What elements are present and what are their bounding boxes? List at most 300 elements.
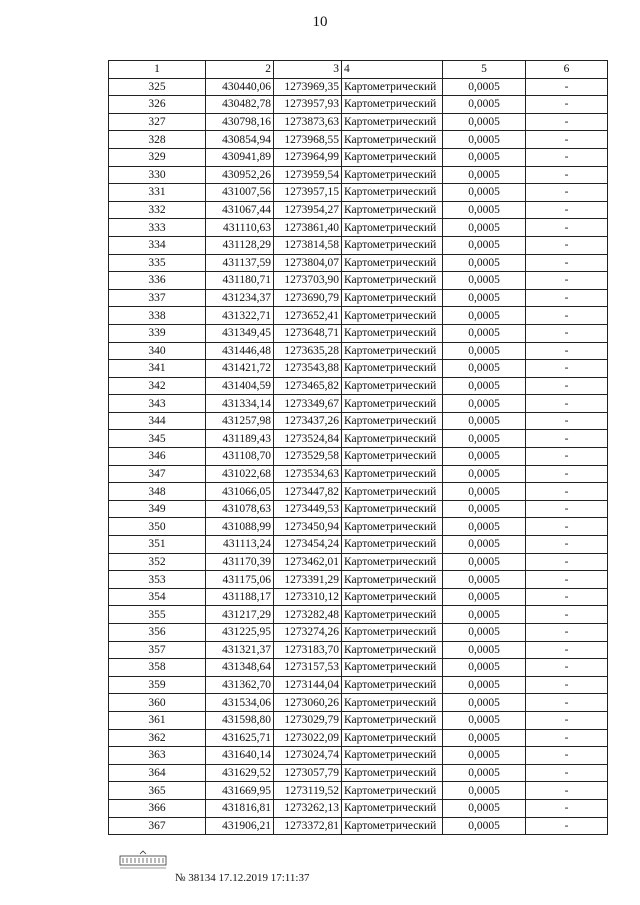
table-row xyxy=(109,395,608,413)
table-cell: - xyxy=(526,113,608,131)
table-cell: - xyxy=(526,782,608,800)
table-cell: 431137,59 xyxy=(206,254,274,272)
table-row xyxy=(109,764,608,782)
table-cell: Картометрический xyxy=(342,96,443,114)
table-cell: 1273391,29 xyxy=(274,571,342,589)
table-cell: 363 xyxy=(109,747,206,765)
table-cell: 0,0005 xyxy=(443,96,526,114)
table-row xyxy=(109,606,608,624)
table-cell: 1273873,63 xyxy=(274,113,342,131)
table-cell: 1273968,55 xyxy=(274,131,342,149)
table-cell: 431404,59 xyxy=(206,377,274,395)
table-row xyxy=(109,624,608,642)
table-cell: 0,0005 xyxy=(443,430,526,448)
table-cell: - xyxy=(526,606,608,624)
table-cell: 431446,48 xyxy=(206,342,274,360)
table-row xyxy=(109,782,608,800)
table-row xyxy=(109,78,608,96)
table-cell: 431421,72 xyxy=(206,360,274,378)
table-cell: 1273349,67 xyxy=(274,395,342,413)
table-cell: Картометрический xyxy=(342,641,443,659)
table-cell: 431189,43 xyxy=(206,430,274,448)
table-cell: 431362,70 xyxy=(206,676,274,694)
table-cell: 1273969,35 xyxy=(274,78,342,96)
table-cell: 430941,89 xyxy=(206,148,274,166)
table-cell: 431348,64 xyxy=(206,659,274,677)
table-row xyxy=(109,184,608,202)
table-row xyxy=(109,219,608,237)
table-cell: Картометрический xyxy=(342,747,443,765)
page-number: 10 xyxy=(312,14,328,30)
table-cell: 0,0005 xyxy=(443,764,526,782)
table-cell: 431022,68 xyxy=(206,465,274,483)
table-cell: 431816,81 xyxy=(206,799,274,817)
table-cell: Картометрический xyxy=(342,817,443,835)
table-cell: 1273959,54 xyxy=(274,166,342,184)
table-row xyxy=(109,536,608,554)
table-row xyxy=(109,747,608,765)
table-cell: 1273060,26 xyxy=(274,694,342,712)
table-cell: - xyxy=(526,518,608,536)
table-cell: - xyxy=(526,729,608,747)
table-cell: 330 xyxy=(109,166,206,184)
table-cell: - xyxy=(526,430,608,448)
table-cell: 0,0005 xyxy=(443,694,526,712)
table-cell: 431321,37 xyxy=(206,641,274,659)
table-row xyxy=(109,711,608,729)
table-cell: 431334,14 xyxy=(206,395,274,413)
table-row xyxy=(109,694,608,712)
table-cell: 340 xyxy=(109,342,206,360)
table-cell: 337 xyxy=(109,289,206,307)
table-cell: 1273524,84 xyxy=(274,430,342,448)
table-row xyxy=(109,236,608,254)
table-row xyxy=(109,96,608,114)
table-cell: 431188,17 xyxy=(206,588,274,606)
table-cell: 1273183,70 xyxy=(274,641,342,659)
table-cell: Картометрический xyxy=(342,588,443,606)
table-cell: 0,0005 xyxy=(443,219,526,237)
table-cell: Картометрический xyxy=(342,360,443,378)
table-cell: 362 xyxy=(109,729,206,747)
table-cell: 360 xyxy=(109,694,206,712)
table-cell: 1273144,04 xyxy=(274,676,342,694)
table-cell: - xyxy=(526,219,608,237)
table-cell: 361 xyxy=(109,711,206,729)
registration-stamp: № 38134 17.12.2019 17:11:37 xyxy=(175,872,310,884)
table-row xyxy=(109,483,608,501)
table-cell: Картометрический xyxy=(342,342,443,360)
table-cell: 1273465,82 xyxy=(274,377,342,395)
table-cell: Картометрический xyxy=(342,131,443,149)
table-cell: Картометрический xyxy=(342,166,443,184)
table-cell: 345 xyxy=(109,430,206,448)
table-cell: 0,0005 xyxy=(443,676,526,694)
table-cell: 0,0005 xyxy=(443,184,526,202)
table-cell: 0,0005 xyxy=(443,377,526,395)
table-cell: Картометрический xyxy=(342,377,443,395)
table-cell: 431234,37 xyxy=(206,289,274,307)
table-cell: - xyxy=(526,78,608,96)
table-cell: 0,0005 xyxy=(443,113,526,131)
table-cell: 364 xyxy=(109,764,206,782)
table-cell: 431110,63 xyxy=(206,219,274,237)
table-cell: 5 xyxy=(443,61,526,79)
table-cell: 0,0005 xyxy=(443,131,526,149)
table-cell: 359 xyxy=(109,676,206,694)
table-cell: 347 xyxy=(109,465,206,483)
table-row xyxy=(109,201,608,219)
table-cell: 1273437,26 xyxy=(274,412,342,430)
table-cell: 0,0005 xyxy=(443,500,526,518)
table-cell: 1273814,58 xyxy=(274,236,342,254)
table-cell: 0,0005 xyxy=(443,201,526,219)
table-cell: 344 xyxy=(109,412,206,430)
table-cell: 348 xyxy=(109,483,206,501)
table-cell: 1273450,94 xyxy=(274,518,342,536)
table-cell: - xyxy=(526,588,608,606)
table-cell: Картометрический xyxy=(342,518,443,536)
table-cell: - xyxy=(526,483,608,501)
table-row xyxy=(109,324,608,342)
table-cell: Картометрический xyxy=(342,729,443,747)
table-cell: Картометрический xyxy=(342,676,443,694)
table-cell: - xyxy=(526,764,608,782)
table-cell: Картометрический xyxy=(342,412,443,430)
table-cell: 356 xyxy=(109,624,206,642)
table-cell: 1273703,90 xyxy=(274,272,342,290)
table-cell: 0,0005 xyxy=(443,483,526,501)
table-cell: 0,0005 xyxy=(443,465,526,483)
table-cell: - xyxy=(526,676,608,694)
table-cell: 366 xyxy=(109,799,206,817)
table-cell: 355 xyxy=(109,606,206,624)
table-cell: Картометрический xyxy=(342,659,443,677)
table-row xyxy=(109,729,608,747)
table-cell: 0,0005 xyxy=(443,236,526,254)
table-cell: 334 xyxy=(109,236,206,254)
table-row xyxy=(109,500,608,518)
table-cell: 431180,71 xyxy=(206,272,274,290)
table-cell: Картометрический xyxy=(342,624,443,642)
table-cell: 1273648,71 xyxy=(274,324,342,342)
table-cell: 431007,56 xyxy=(206,184,274,202)
table-cell: - xyxy=(526,131,608,149)
table-row xyxy=(109,377,608,395)
table-cell: - xyxy=(526,395,608,413)
table-cell: Картометрический xyxy=(342,201,443,219)
table-cell: 0,0005 xyxy=(443,448,526,466)
table-cell: 358 xyxy=(109,659,206,677)
table-cell: 1273372,81 xyxy=(274,817,342,835)
table-cell: 1273024,74 xyxy=(274,747,342,765)
table-cell: 1273964,99 xyxy=(274,148,342,166)
table-cell: 431225,95 xyxy=(206,624,274,642)
table-row xyxy=(109,799,608,817)
table-cell: - xyxy=(526,272,608,290)
table-cell: 430482,78 xyxy=(206,96,274,114)
table-cell: Картометрический xyxy=(342,272,443,290)
table-cell: Картометрический xyxy=(342,711,443,729)
table-cell: 1273957,93 xyxy=(274,96,342,114)
table-cell: 1273804,07 xyxy=(274,254,342,272)
table-row xyxy=(109,641,608,659)
table-cell: 349 xyxy=(109,500,206,518)
table-row xyxy=(109,659,608,677)
table-cell: Картометрический xyxy=(342,307,443,325)
table-cell: 1 xyxy=(109,61,206,79)
table-cell: 0,0005 xyxy=(443,412,526,430)
table-cell: Картометрический xyxy=(342,500,443,518)
table-cell: 0,0005 xyxy=(443,360,526,378)
table-row xyxy=(109,131,608,149)
table-cell: 431170,39 xyxy=(206,553,274,571)
table-cell: - xyxy=(526,817,608,835)
table-cell: 1273157,53 xyxy=(274,659,342,677)
table-cell: 0,0005 xyxy=(443,588,526,606)
table-cell: Картометрический xyxy=(342,465,443,483)
table-cell: 1273652,41 xyxy=(274,307,342,325)
table-cell: 0,0005 xyxy=(443,148,526,166)
table-row xyxy=(109,342,608,360)
table-cell: 431175,06 xyxy=(206,571,274,589)
table-cell: 0,0005 xyxy=(443,289,526,307)
table-cell: 346 xyxy=(109,448,206,466)
table-cell: Картометрический xyxy=(342,148,443,166)
table-cell: 1273462,01 xyxy=(274,553,342,571)
table-cell: 430952,26 xyxy=(206,166,274,184)
table-cell: 431088,99 xyxy=(206,518,274,536)
table-cell: - xyxy=(526,96,608,114)
table-cell: - xyxy=(526,254,608,272)
table-cell: Картометрический xyxy=(342,113,443,131)
table-cell: - xyxy=(526,148,608,166)
table-row xyxy=(109,360,608,378)
table-cell: Картометрический xyxy=(342,571,443,589)
table-cell: 1273957,15 xyxy=(274,184,342,202)
table-row xyxy=(109,676,608,694)
table-cell: 431322,71 xyxy=(206,307,274,325)
table-row xyxy=(109,817,608,835)
table-cell: 0,0005 xyxy=(443,606,526,624)
table-cell: Картометрический xyxy=(342,184,443,202)
table-cell: 431217,29 xyxy=(206,606,274,624)
table-cell: 0,0005 xyxy=(443,78,526,96)
table-cell: Картометрический xyxy=(342,324,443,342)
table-row xyxy=(109,272,608,290)
table-cell: Картометрический xyxy=(342,448,443,466)
table-cell: Картометрический xyxy=(342,606,443,624)
table-header-row xyxy=(109,61,608,79)
table-row xyxy=(109,448,608,466)
table-cell: Картометрический xyxy=(342,536,443,554)
table-cell: 354 xyxy=(109,588,206,606)
table-cell: 327 xyxy=(109,113,206,131)
table-cell: 1273543,88 xyxy=(274,360,342,378)
table-cell: Картометрический xyxy=(342,553,443,571)
table-cell: 357 xyxy=(109,641,206,659)
table-row xyxy=(109,254,608,272)
table-cell: Картометрический xyxy=(342,395,443,413)
table-row xyxy=(109,148,608,166)
table-cell: 331 xyxy=(109,184,206,202)
table-cell: 0,0005 xyxy=(443,272,526,290)
table-cell: 1273454,24 xyxy=(274,536,342,554)
table-cell: 336 xyxy=(109,272,206,290)
table-cell: 1273861,40 xyxy=(274,219,342,237)
table-cell: 431906,21 xyxy=(206,817,274,835)
table-cell: 0,0005 xyxy=(443,342,526,360)
table-row xyxy=(109,307,608,325)
table-cell: 1273690,79 xyxy=(274,289,342,307)
table-cell: - xyxy=(526,324,608,342)
table-cell: 431066,05 xyxy=(206,483,274,501)
table-cell: 352 xyxy=(109,553,206,571)
table-cell: Картометрический xyxy=(342,254,443,272)
table-cell: 353 xyxy=(109,571,206,589)
table-cell: 1273057,79 xyxy=(274,764,342,782)
table-cell: 2 xyxy=(206,61,274,79)
table-cell: 328 xyxy=(109,131,206,149)
table-cell: 339 xyxy=(109,324,206,342)
table-cell: 335 xyxy=(109,254,206,272)
table-cell: - xyxy=(526,641,608,659)
table-cell: 0,0005 xyxy=(443,324,526,342)
table-cell: 0,0005 xyxy=(443,571,526,589)
table-cell: - xyxy=(526,166,608,184)
table-cell: 430854,94 xyxy=(206,131,274,149)
table-cell: - xyxy=(526,201,608,219)
table-cell: 1273449,53 xyxy=(274,500,342,518)
table-cell: 1273635,28 xyxy=(274,342,342,360)
table-cell: - xyxy=(526,711,608,729)
table-body xyxy=(109,61,608,835)
table-cell: - xyxy=(526,465,608,483)
table-cell: 1273029,79 xyxy=(274,711,342,729)
table-cell: 431113,24 xyxy=(206,536,274,554)
table-cell: 367 xyxy=(109,817,206,835)
table-cell: - xyxy=(526,289,608,307)
table-cell: 431598,80 xyxy=(206,711,274,729)
table-cell: 365 xyxy=(109,782,206,800)
table-cell: 0,0005 xyxy=(443,641,526,659)
table-row xyxy=(109,113,608,131)
table-cell: Картометрический xyxy=(342,764,443,782)
table-row xyxy=(109,571,608,589)
table-row xyxy=(109,518,608,536)
table-cell: 431640,14 xyxy=(206,747,274,765)
table-cell: - xyxy=(526,236,608,254)
table-cell: Картометрический xyxy=(342,799,443,817)
table-cell: - xyxy=(526,360,608,378)
table-cell: 329 xyxy=(109,148,206,166)
table-cell: 431669,95 xyxy=(206,782,274,800)
table-cell: 326 xyxy=(109,96,206,114)
table-cell: 342 xyxy=(109,377,206,395)
table-cell: 332 xyxy=(109,201,206,219)
table-cell: 431078,63 xyxy=(206,500,274,518)
table-cell: - xyxy=(526,500,608,518)
table-cell: Картометрический xyxy=(342,694,443,712)
table-cell: 0,0005 xyxy=(443,536,526,554)
table-cell: - xyxy=(526,536,608,554)
table-cell: 431128,29 xyxy=(206,236,274,254)
table-cell: 338 xyxy=(109,307,206,325)
table-cell: Картометрический xyxy=(342,78,443,96)
table-cell: 325 xyxy=(109,78,206,96)
table-cell: Картометрический xyxy=(342,782,443,800)
table-cell: 0,0005 xyxy=(443,711,526,729)
table-cell: 0,0005 xyxy=(443,307,526,325)
table-cell: 1273282,48 xyxy=(274,606,342,624)
table-cell: - xyxy=(526,694,608,712)
table-cell: Картометрический xyxy=(342,219,443,237)
table-cell: Картометрический xyxy=(342,430,443,448)
table-row xyxy=(109,588,608,606)
table-cell: - xyxy=(526,184,608,202)
table-cell: 1273534,63 xyxy=(274,465,342,483)
table-cell: 350 xyxy=(109,518,206,536)
table-row xyxy=(109,166,608,184)
table-cell: 430798,16 xyxy=(206,113,274,131)
table-cell: - xyxy=(526,342,608,360)
table-row xyxy=(109,553,608,571)
table-row xyxy=(109,289,608,307)
table-cell: 0,0005 xyxy=(443,254,526,272)
table-cell: 0,0005 xyxy=(443,782,526,800)
table-row xyxy=(109,430,608,448)
table-cell: - xyxy=(526,624,608,642)
table-cell: Картометрический xyxy=(342,289,443,307)
table-cell: 0,0005 xyxy=(443,747,526,765)
table-row xyxy=(109,465,608,483)
table-cell: - xyxy=(526,799,608,817)
table-cell: - xyxy=(526,571,608,589)
table-cell: - xyxy=(526,747,608,765)
table-cell: - xyxy=(526,448,608,466)
table-cell: 4 xyxy=(342,61,443,79)
table-cell: 3 xyxy=(274,61,342,79)
table-cell: 333 xyxy=(109,219,206,237)
table-cell: - xyxy=(526,553,608,571)
table-cell: 0,0005 xyxy=(443,553,526,571)
table-cell: 1273262,13 xyxy=(274,799,342,817)
table-cell: 0,0005 xyxy=(443,729,526,747)
table-cell: 6 xyxy=(526,61,608,79)
table-cell: 341 xyxy=(109,360,206,378)
table-cell: Картометрический xyxy=(342,236,443,254)
table-cell: 0,0005 xyxy=(443,624,526,642)
table-cell: 431108,70 xyxy=(206,448,274,466)
registry-stamp-icon xyxy=(118,850,168,872)
table-cell: 0,0005 xyxy=(443,799,526,817)
table-cell: - xyxy=(526,307,608,325)
table-cell: 431625,71 xyxy=(206,729,274,747)
table-cell: 1273274,26 xyxy=(274,624,342,642)
table-cell: - xyxy=(526,412,608,430)
table-cell: Картометрический xyxy=(342,483,443,501)
table-cell: 0,0005 xyxy=(443,395,526,413)
table-cell: 351 xyxy=(109,536,206,554)
table-cell: 431257,98 xyxy=(206,412,274,430)
table-cell: - xyxy=(526,659,608,677)
table-cell: 343 xyxy=(109,395,206,413)
table-cell: 1273954,27 xyxy=(274,201,342,219)
coordinates-table xyxy=(108,60,608,835)
table-cell: 1273310,12 xyxy=(274,588,342,606)
table-cell: - xyxy=(526,377,608,395)
table-cell: 431629,52 xyxy=(206,764,274,782)
